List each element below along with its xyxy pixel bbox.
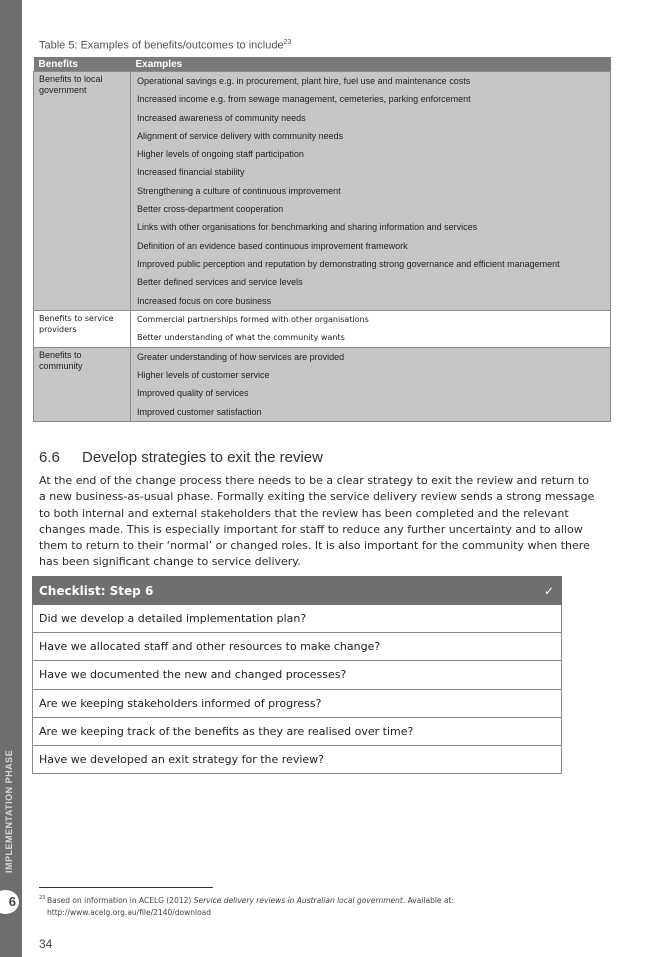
- checklist: [32, 576, 562, 774]
- benefit-example: Improved public perception and reputation by demonstrating strong governance and efficient management: [137, 258, 560, 269]
- footnote-text-after: . Available at:: [402, 896, 454, 905]
- footnote: [39, 895, 607, 919]
- benefit-category: Benefits to local government: [34, 72, 131, 311]
- benefit-example: Increased financial stability: [137, 167, 245, 178]
- benefit-example: Increased focus on core business: [137, 295, 272, 306]
- footnote-marker: 23: [39, 895, 46, 901]
- benefit-example: Better understanding of what the community wants: [137, 332, 345, 342]
- table-header-row: [34, 57, 611, 72]
- checklist-item: Did we develop a detailed implementation plan?: [32, 605, 562, 633]
- section-body: At the end of the change process there needs to be a clear strategy to exit the review and return to a new business-as-usual phase. Formally exiting the service delivery review sends a strong message to both internal and external stakeholders that the review has been completed and the relevant changes made. This is especially important for staff to reduce any further uncertainty and to allow them to return to their ‘normal’ or changed roles. It is also important for the community when there has been significant change to service delivery.: [39, 474, 595, 569]
- benefit-example: Greater understanding of how services are provided: [137, 351, 345, 362]
- checklist-header: [32, 576, 562, 605]
- benefit-examples-cell: [131, 347, 611, 421]
- benefit-example: Higher levels of ongoing staff participation: [137, 149, 304, 160]
- header-benefits: Benefits: [34, 57, 131, 72]
- benefit-category: Benefits to service providers: [34, 310, 131, 347]
- checklist-title: Checklist: Step 6: [39, 583, 154, 598]
- benefit-group-row: [34, 72, 611, 311]
- benefit-example: Operational savings e.g. in procurement, plant hire, fuel use and maintenance costs: [137, 76, 471, 86]
- benefit-example: Improved quality of services: [137, 388, 249, 399]
- benefit-example: Increased awareness of community needs: [137, 112, 306, 123]
- benefit-category: Benefits to community: [34, 347, 131, 421]
- table-title: [39, 39, 291, 52]
- benefit-example: Better cross-department cooperation: [137, 204, 284, 215]
- page-number: 34: [39, 937, 53, 951]
- benefit-examples-cell: [131, 72, 611, 311]
- footnote-rule: [39, 887, 213, 888]
- side-vertical-label: IMPLEMENTATION PHASE: [4, 749, 14, 873]
- footnote-text-before: Based on information in ACELG (2012): [47, 896, 194, 905]
- benefits-table: [33, 57, 611, 422]
- section-number: 6.6: [39, 449, 60, 466]
- benefit-example: Better defined services and service levels: [137, 277, 303, 288]
- footnote-italic-title: Service delivery reviews in Australian local government: [193, 896, 403, 905]
- checklist-item: Are we keeping stakeholders informed of progress?: [32, 690, 562, 718]
- checklist-item: Have we documented the new and changed processes?: [32, 661, 562, 689]
- table-title-footnote-ref: 23: [283, 39, 292, 46]
- header-examples: Examples: [131, 57, 611, 72]
- footnote-url[interactable]: http://www.acelg.org.au/file/2140/download: [47, 908, 212, 917]
- checklist-item: Have we developed an exit strategy for the review?: [32, 746, 562, 774]
- benefit-example: Links with other organisations for benchmarking and sharing information and services: [137, 222, 478, 233]
- benefit-example: Strengthening a culture of continuous improvement: [137, 185, 341, 196]
- checklist-item: Have we allocated staff and other resources to make change?: [32, 633, 562, 661]
- section-title: Develop strategies to exit the review: [82, 449, 323, 466]
- benefit-example: Improved customer satisfaction: [137, 406, 262, 417]
- benefit-example: Increased income e.g. from sewage management, cemeteries, parking enforcement: [137, 94, 471, 105]
- benefit-example: Higher levels of customer service: [137, 370, 270, 381]
- section-heading: [39, 449, 323, 466]
- step-number-badge: 6: [0, 888, 21, 916]
- benefit-example: Definition of an evidence based continuous improvement framework: [137, 240, 408, 251]
- table-title-text: Table 5: Examples of benefits/outcomes to include: [39, 39, 284, 52]
- checklist-item: Are we keeping track of the benefits as they are realised over time?: [32, 718, 562, 746]
- benefit-group-row: [34, 310, 611, 347]
- benefit-examples-cell: [131, 310, 611, 347]
- benefit-group-row: [34, 347, 611, 421]
- checkmark-icon: ✓: [543, 583, 554, 598]
- benefit-example: Alignment of service delivery with community needs: [137, 130, 344, 141]
- benefit-example: Commercial partnerships formed with other organisations: [137, 314, 369, 324]
